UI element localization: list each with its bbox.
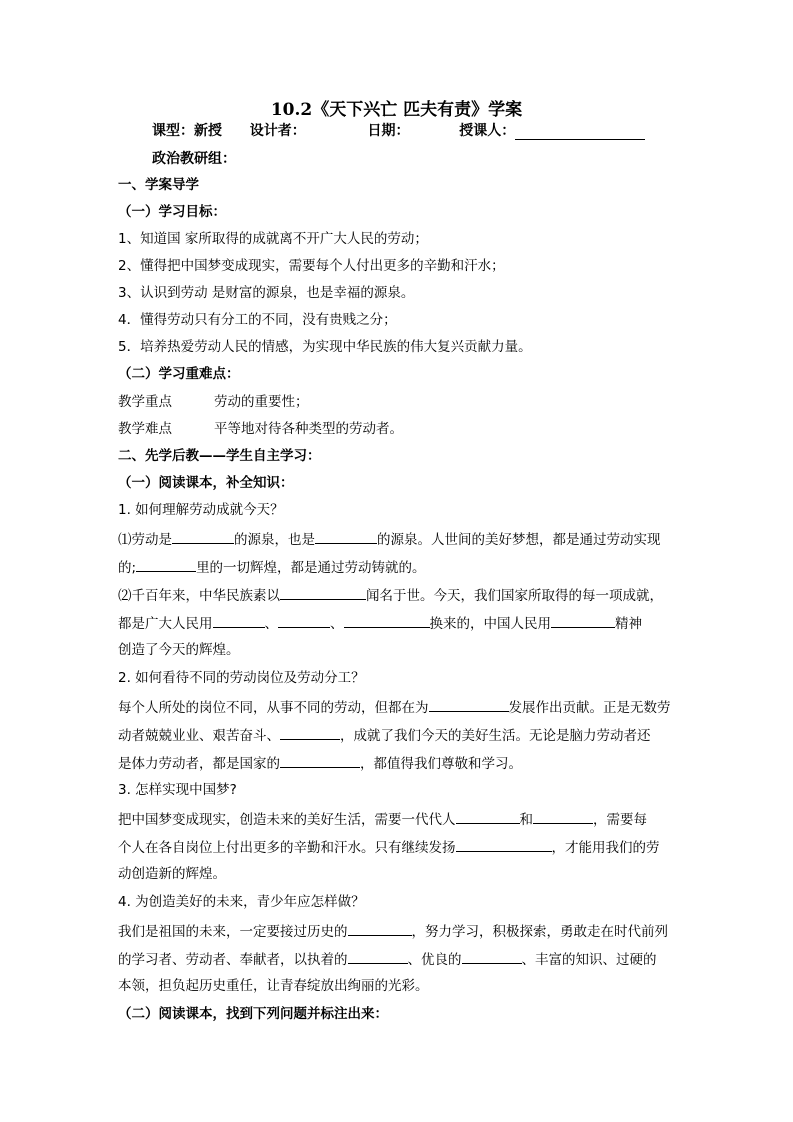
goal-item: 3、认识到劳动 是财富的源泉，也是幸福的源泉。 [118,285,415,301]
fill-line: 我们是祖国的未来，一定要接过历史的 ，努力学习，积极探索，勇敢走在时代前列 [118,921,668,941]
fill-line: 本领，担负起历史重任，让青春绽放出绚丽的光彩。 [118,978,429,994]
fill-blank[interactable] [429,697,509,712]
fill-line: 个人在各自岗位上付出更多的辛勤和汗水。只有继续发扬 ，才能用我们的劳 [118,837,660,857]
fill-line: 的; 里的一切辉煌，都是通过劳动铸就的。 [118,557,426,577]
fill-blank[interactable] [172,529,234,544]
goal-item: 1、知道国 家所取得的成就离不开广大人民的劳动； [118,231,428,247]
fill-line: 把中国梦变成现实，创造未来的美好生活，需要一代代人 和 ，需要每 [118,809,647,829]
fill-blank[interactable] [136,557,196,572]
fill-line: 都是广大人民用 、 、 换来的，中国人民用 精神 [118,613,642,633]
section-heading-2: 二、先学后教——学生自主学习： [118,448,321,464]
fill-line: 动创造新的辉煌。 [118,866,226,882]
key-point-text: 劳动的重要性； [214,394,309,410]
fill-blank[interactable] [533,809,593,824]
fill-line: ⑵千百年来，中华民族素以 闻名于世。今天，我们国家所取得的每一项成就， [118,585,663,605]
question-4: 4. 为创造美好的未来，青少年应怎样做？ [118,894,365,910]
fill-blank[interactable] [348,949,408,964]
fill-blank[interactable] [348,921,412,936]
fill-blank[interactable] [456,837,552,852]
group-label: 政治教研组： [152,151,236,167]
key-point-label: 教学重点 [118,394,172,410]
goal-item: 5．培养热爱劳动人民的情感，为实现中华民族的伟大复兴贡献力量。 [118,339,532,355]
fill-line: 每个人所处的岗位不同，从事不同的劳动，但都在为 发展作出贡献。正是无数劳 [118,697,671,717]
fill-line: 是体力劳动者，都是国家的 ，都值得我们尊敬和学习。 [118,753,522,773]
lesson-type: 课型：新授 [152,123,222,139]
question-3: 3. 怎样实现中国梦? [118,782,237,798]
key-point-row [118,393,309,411]
goal-item: 4．懂得劳动只有分工的不同，没有贵贱之分； [118,312,397,328]
question-2: 2. 如何看待不同的劳动岗位及劳动分工？ [118,670,365,686]
difficulty-text: 平等地对待各种类型的劳动者。 [214,421,403,437]
meta-row [152,120,645,140]
teacher-blank [515,125,645,140]
fill-blank[interactable] [280,753,360,768]
page-title: 10.2《天下兴亡 匹夫有责》学案 [270,100,523,120]
fill-blank[interactable] [280,725,340,740]
fill-blank[interactable] [456,809,520,824]
fill-blank[interactable] [280,585,366,600]
fill-line: 动者兢兢业业、艰苦奋斗、 ，成就了我们今天的美好生活。无论是脑力劳动者还 [118,725,651,745]
fill-line: ⑴劳动是 的源泉，也是 的源泉。人世间的美好梦想，都是通过劳动实现 [118,529,661,549]
fill-blank[interactable] [315,529,377,544]
section-heading-1: 一、学案导学 [118,177,199,193]
goal-item: 2、懂得把中国梦变成现实，需要每个人付出更多的辛勤和汗水； [118,258,505,274]
fill-line: 创造了今天的辉煌。 [118,642,240,658]
fill-blank[interactable] [278,613,330,628]
fill-blank[interactable] [462,949,522,964]
difficulty-label: 教学难点 [118,421,172,437]
subsection-find: （二）阅读课本，找到下列问题并标注出来： [118,1006,388,1022]
subsection-key-points: （二）学习重难点： [118,366,240,382]
fill-line: 的学习者、劳动者、奉献者，以执着的 、优良的 、丰富的知识、过硬的 [118,949,657,969]
subsection-read: （一）阅读课本，补全知识： [118,475,294,491]
fill-blank[interactable] [344,613,430,628]
difficulty-row [118,420,403,438]
subsection-goals: （一）学习目标： [118,204,226,220]
fill-blank[interactable] [213,613,265,628]
designer-label: 设计者： [249,123,306,139]
date-label: 日期： [367,123,410,139]
teacher-label: 授课人： [459,123,516,139]
fill-blank[interactable] [551,613,615,628]
question-1: 1. 如何理解劳动成就今天？ [118,502,284,518]
